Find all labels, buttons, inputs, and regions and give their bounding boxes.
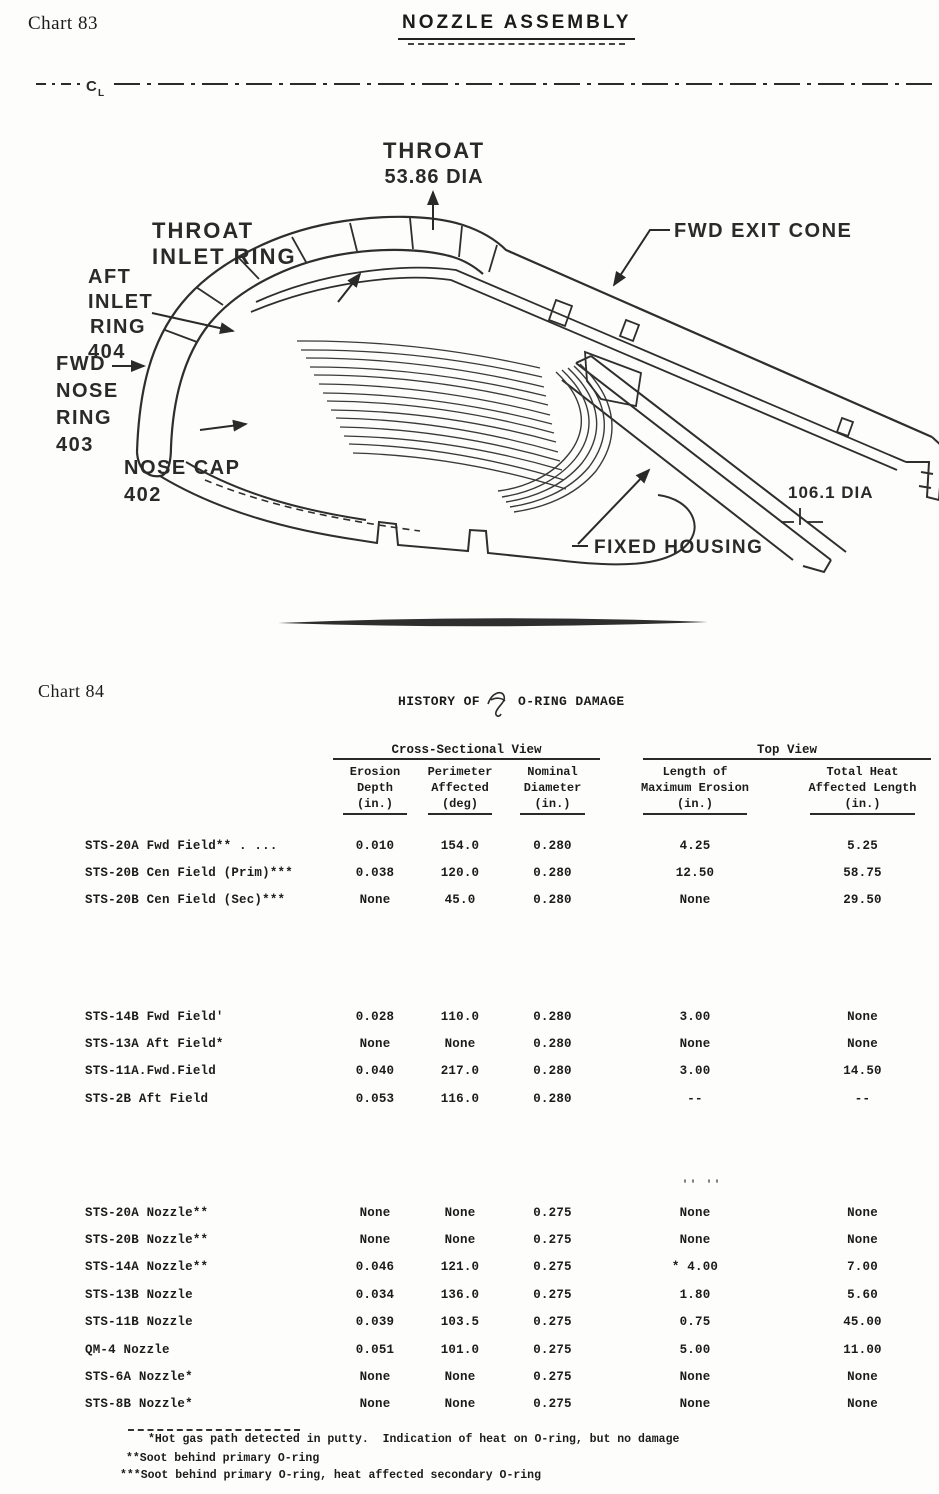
aft-inlet-ring-label-3: RING — [90, 316, 146, 338]
row-label: STS-13B Nozzle — [85, 1287, 193, 1302]
table-row: STS-20A Nozzle** None None 0.275 None None — [85, 1205, 878, 1220]
row-label: STS-20B Cen Field (Prim)*** — [85, 866, 293, 881]
throat-inlet-ring-label-2: INLET RING — [152, 244, 297, 269]
table-row: STS-11A.Fwd.Field 0.040 217.0 0.280 3.00 14.50 — [85, 1064, 882, 1079]
nose-cap-label-1: NOSE CAP — [124, 457, 241, 479]
row-label: STS-20B Nozzle** — [85, 1233, 209, 1248]
chart83-label: Chart 83 — [28, 13, 98, 34]
fwd-nose-ring-label-1: FWD — [56, 353, 107, 375]
footnote-2: **Soot behind primary O-ring — [126, 1452, 320, 1465]
exit-cone-band — [251, 268, 906, 470]
throat-dia-label: 53.86 DIA — [384, 166, 484, 188]
row-label: STS-6A Nozzle* — [85, 1370, 193, 1385]
footnote-3: ***Soot behind primary O-ring, heat affected secondary O-ring — [120, 1469, 541, 1482]
row-label: STS-13A Aft Field* — [85, 1037, 224, 1052]
fwd-exit-cone-label: FWD EXIT CONE — [674, 220, 853, 242]
table-row: STS-20A Fwd Field** . ... 0.010 154.0 0.280 4.25 5.25 — [85, 838, 878, 853]
table-row: STS-13B Nozzle 0.034 136.0 0.275 1.80 5.60 — [85, 1287, 878, 1302]
chart84-label: Chart 84 — [38, 681, 105, 701]
table-row: STS-14B Fwd Field' 0.028 110.0 0.280 3.00 None — [85, 1009, 878, 1024]
col-header-perimeter-affected: Perimeter Affected (deg) — [415, 764, 505, 815]
throat-inlet-ring-label-1: THROAT — [152, 218, 255, 243]
exit-dia-dimension — [781, 508, 823, 525]
table-row: STS-14A Nozzle** 0.046 121.0 0.275 * 4.00 7.00 — [85, 1260, 878, 1275]
row-label: STS-14B Fwd Field' — [85, 1009, 224, 1024]
scan-artifact-mark: '' '' — [681, 1180, 722, 1191]
centerline-label-sub: L — [98, 88, 105, 99]
nose-cap-arrow — [200, 424, 246, 430]
chart84-title-right: O-RING DAMAGE — [518, 694, 625, 709]
fwd-nose-ring-label-4: 403 — [56, 434, 94, 456]
row-label: STS-11B Nozzle — [85, 1315, 193, 1330]
nozzle-assembly-diagram — [0, 60, 939, 660]
table-group-2 — [85, 1003, 935, 1113]
nose-cap-label-2: 402 — [124, 484, 162, 506]
col-header-erosion-depth: Erosion Depth (in.) — [335, 764, 415, 815]
row-label: STS-8B Nozzle* — [85, 1397, 193, 1412]
insulation-stripes — [297, 341, 566, 489]
joint-fittings — [549, 300, 853, 436]
col-header-length-max-erosion: Length of Maximum Erosion (in.) — [600, 764, 790, 815]
aft-flange — [906, 437, 939, 500]
col-group-top-view: Top View — [643, 743, 931, 760]
row-label: STS-20A Fwd Field** . ... — [85, 838, 278, 853]
table-row: STS-2B Aft Field 0.053 116.0 0.280 -- -- — [85, 1091, 871, 1106]
table-group-1 — [85, 832, 935, 914]
flex-bearing-bundle — [498, 364, 612, 512]
table-row: STS-20B Cen Field (Sec)*** None 45.0 0.280 None 29.50 — [85, 893, 882, 908]
exit-dia-label: 106.1 DIA — [788, 483, 874, 502]
table-row: STS-11B Nozzle 0.039 103.5 0.275 0.75 45.00 — [85, 1315, 882, 1330]
throat-label: THROAT — [382, 138, 486, 163]
aft-inlet-ring-label-1: AFT — [88, 266, 132, 288]
fwd-exit-cone-leader — [614, 230, 670, 285]
fwd-nose-ring-label-3: RING — [56, 407, 112, 429]
aft-inlet-ring-label-4: 404 — [88, 341, 126, 363]
row-label: STS-14A Nozzle** — [85, 1260, 209, 1275]
table-header-row — [85, 764, 935, 815]
col-group-cross-sectional: Cross-Sectional View — [333, 743, 600, 760]
table-row: STS-13A Aft Field* None None 0.280 None None — [85, 1037, 878, 1052]
aft-inlet-ring-label-2: INLET — [88, 291, 154, 313]
chart84-title — [398, 694, 625, 720]
fwd-nose-ring-label-2: NOSE — [56, 380, 119, 402]
centerline-label: C — [86, 78, 97, 95]
table-group-3 — [85, 1199, 935, 1418]
row-label: QM-4 Nozzle — [85, 1342, 170, 1357]
row-label: STS-20B Cen Field (Sec)*** — [85, 893, 286, 908]
section-separator-line — [278, 618, 708, 626]
table-row: STS-20B Cen Field (Prim)*** 0.038 120.0 0.280 12.50 58.75 — [85, 866, 882, 881]
row-label: STS-2B Aft Field — [85, 1091, 209, 1106]
fixed-housing-leader — [578, 470, 649, 544]
table-row: STS-6A Nozzle* None None 0.275 None None — [85, 1370, 878, 1385]
chart84-title-left: HISTORY OF — [398, 694, 481, 709]
table-row: STS-20B Nozzle** None None 0.275 None None — [85, 1233, 878, 1248]
table-row: STS-8B Nozzle* None None 0.275 None None — [85, 1397, 878, 1412]
footnote-1: *Hot gas path detected in putty. Indication of heat on O-ring, but no damage — [148, 1433, 680, 1446]
chart83-title: NOZZLE ASSEMBLY — [398, 12, 635, 40]
inlet-ring-pointer — [338, 274, 360, 302]
col-header-total-heat-length: Total Heat Affected Length (in.) — [790, 764, 935, 815]
col-header-nominal-diameter: Nominal Diameter (in.) — [505, 764, 600, 815]
ink-scribble-icon — [484, 688, 514, 720]
row-label: STS-20A Nozzle** — [85, 1205, 209, 1220]
row-label: STS-11A.Fwd.Field — [85, 1064, 216, 1079]
fixed-housing-label: FIXED HOUSING — [594, 537, 764, 558]
table-row: QM-4 Nozzle 0.051 101.0 0.275 5.00 11.00 — [85, 1342, 882, 1357]
